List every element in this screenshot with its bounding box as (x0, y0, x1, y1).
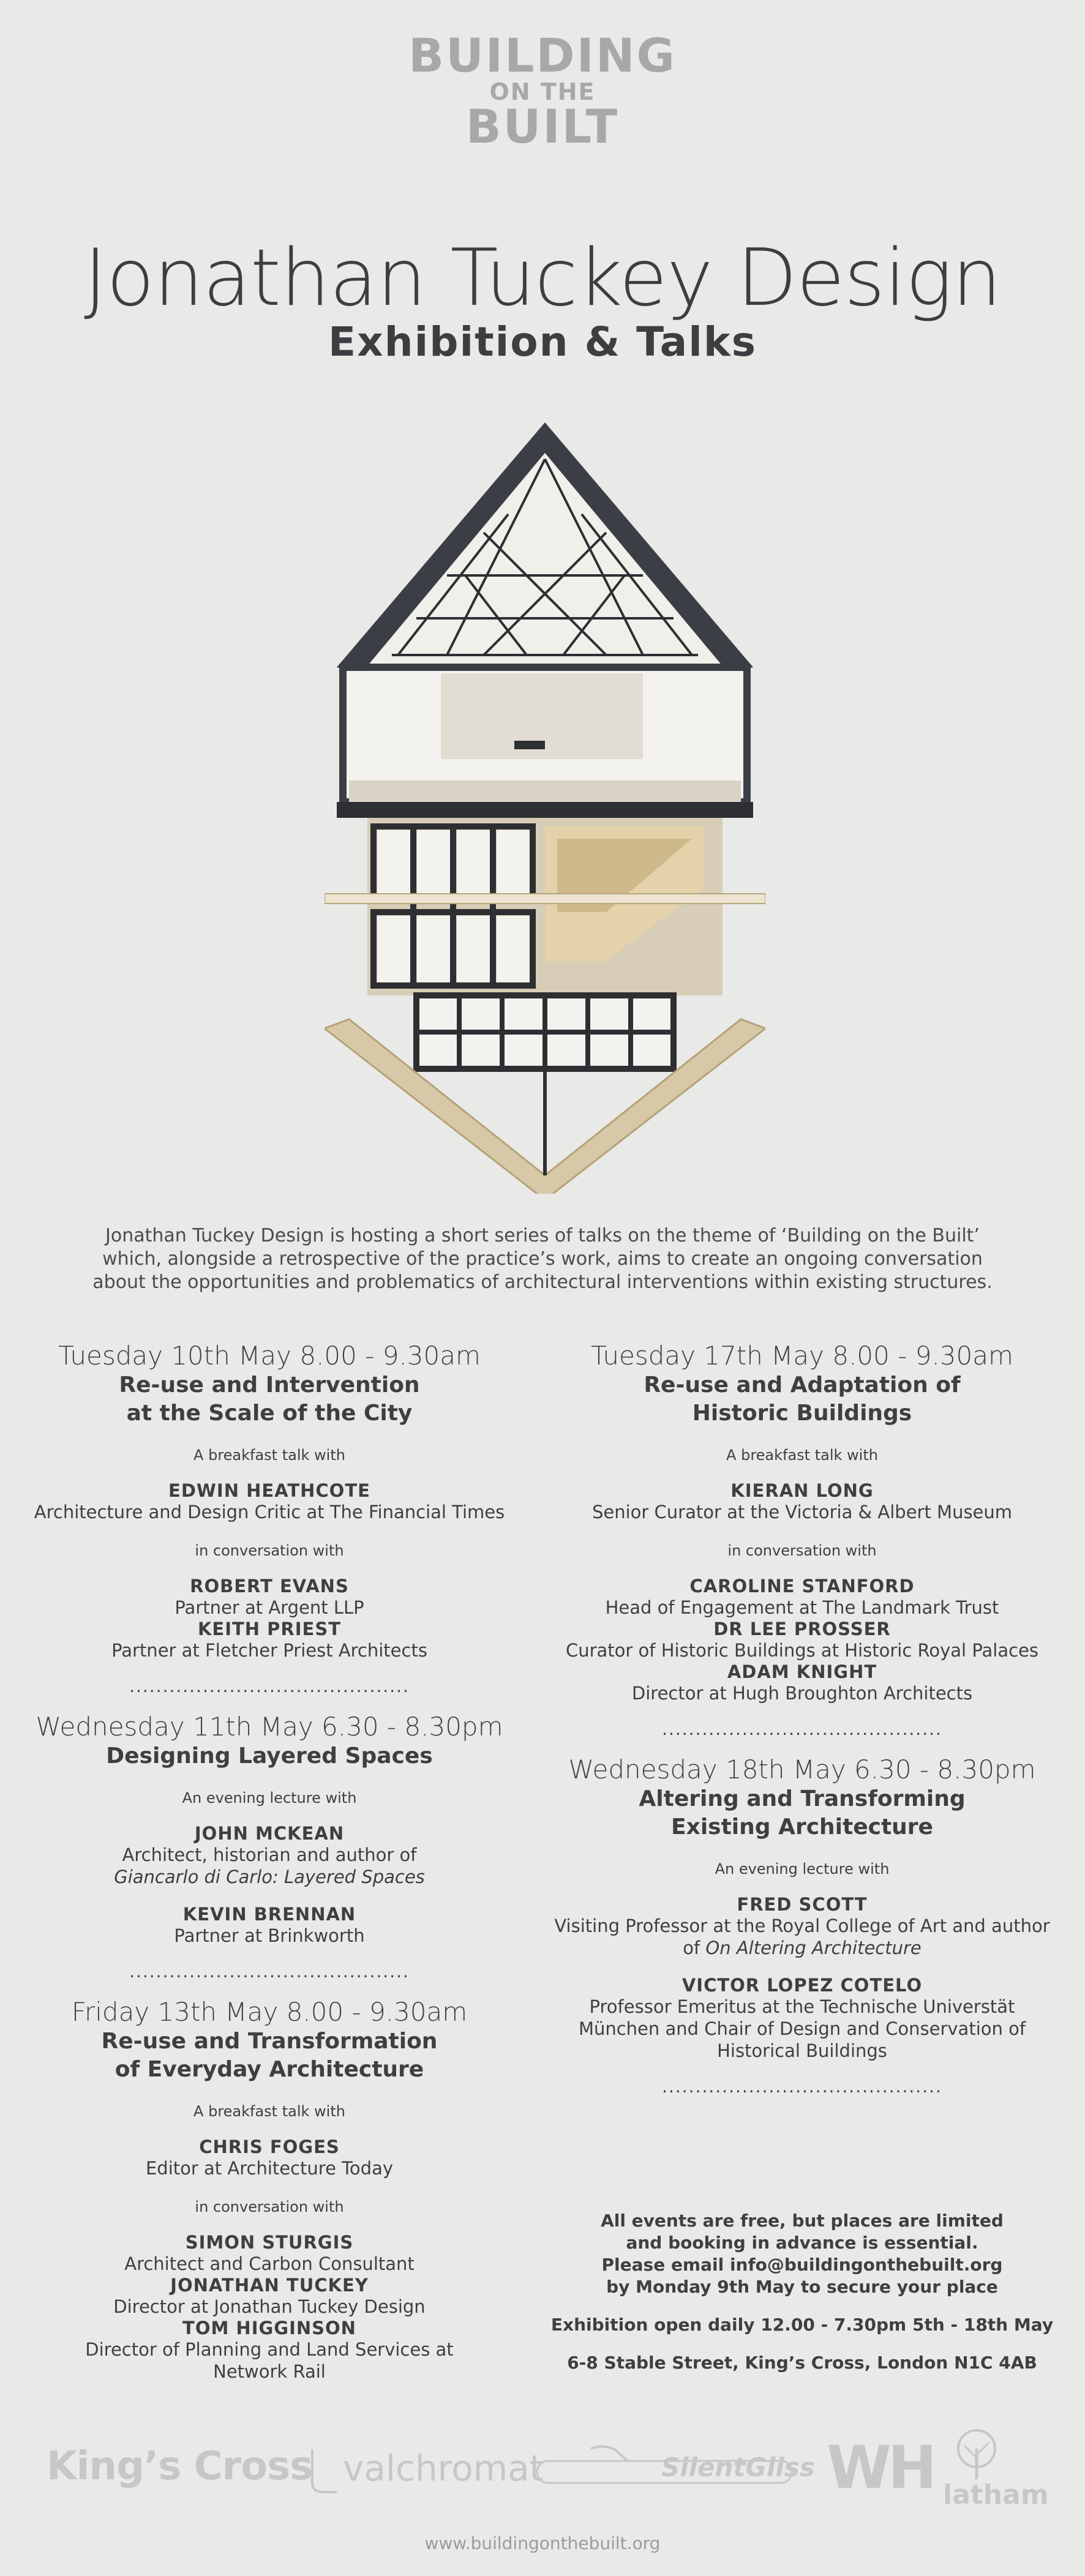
house-model-illustration (325, 422, 765, 1194)
wh-logo: WH (827, 2433, 934, 2502)
silentgliss-logo: SilentGliss (661, 2452, 815, 2482)
panelist-role: Professor Emeritus at the Technische Universtät (589, 1996, 1015, 2017)
info-line: and booking in advance is essential. (626, 2233, 978, 2253)
book-title: Giancarlo di Carlo: Layered Spaces (114, 1866, 425, 1887)
panelist-name: DR LEE PROSSER (713, 1619, 891, 1639)
speaker-name: JOHN MCKEAN (194, 1823, 345, 1844)
event-title: Altering and Transforming (639, 1786, 966, 1811)
speaker-name: FRED SCOTT (737, 1894, 868, 1915)
event-date: Wednesday 18th May 6.30 - 8.30pm (568, 1754, 1036, 1784)
latham-logo: latham (943, 2479, 1049, 2510)
kings-cross-logo: King’s Cross (47, 2444, 313, 2489)
event-tue-17-may (539, 1341, 1065, 1704)
dotted-divider: .......................................... (662, 1719, 942, 1739)
conversation-label: in conversation with (195, 1542, 344, 1559)
info-line: by Monday 9th May to secure your place (606, 2277, 998, 2297)
page-title: Jonathan Tuckey Design (84, 233, 1001, 324)
panelist-role: Director of Planning and Land Services at (85, 2339, 454, 2360)
event-wed-18-may (539, 1754, 1065, 2062)
panelist-role: Director at Jonathan Tuckey Design (113, 2296, 426, 2317)
event-date: Friday 13th May 8.00 - 9.30am (71, 1997, 468, 2027)
panelist-role: Network Rail (213, 2361, 326, 2382)
event-title: Historic Buildings (692, 1401, 912, 1426)
speaker-role: Architect, historian and author of (122, 1844, 417, 1865)
valchromat-logo: valchromat (343, 2447, 544, 2489)
panelist-role: Director at Hugh Broughton Architects (631, 1683, 973, 1704)
panelist-role: München and Chair of Design and Conservation of (578, 2018, 1026, 2039)
panelist-role: Partner at Argent LLP (175, 1597, 364, 1618)
panelist-role: Architect and Carbon Consultant (124, 2253, 415, 2274)
event-tue-10-may (24, 1341, 514, 1661)
panelist-role: Partner at Fletcher Priest Architects (111, 1640, 427, 1661)
event-title: Re-use and Adaptation of (644, 1372, 961, 1398)
event-title: Re-use and Transformation (101, 2029, 438, 2054)
speaker-role: Editor at Architecture Today (145, 2158, 394, 2179)
panelist-name: ADAM KNIGHT (727, 1661, 877, 1682)
panelist-name: CAROLINE STANFORD (689, 1576, 915, 1597)
event-title: at the Scale of the City (126, 1401, 413, 1426)
speaker-role: Visiting Professor at the Royal College of Art and author (554, 1915, 1050, 1936)
booking-info (539, 2210, 1065, 2374)
event-title: Designing Layered Spaces (106, 1743, 433, 1769)
panelist-name: JONATHAN TUCKEY (170, 2275, 369, 2296)
conversation-label: in conversation with (727, 1542, 877, 1559)
logo-line-3: BUILT (465, 99, 620, 154)
speaker-name: CHRIS FOGES (199, 2136, 340, 2157)
conversation-label: in conversation with (195, 2198, 344, 2215)
event-date: Tuesday 17th May 8.00 - 9.30am (591, 1341, 1013, 1371)
event-title: Existing Architecture (671, 1814, 933, 1840)
event-fri-13-may (24, 1997, 514, 2383)
panelist-role: Head of Engagement at The Landmark Trust (605, 1597, 999, 1618)
event-title: Re-use and Intervention (119, 1372, 420, 1398)
event-title: of Everyday Architecture (115, 2057, 424, 2082)
panelist-role: Curator of Historic Buildings at Historic Royal Palaces (565, 1640, 1038, 1661)
event-format: An evening lecture with (715, 1860, 890, 1878)
events-column-right (539, 1341, 1065, 2112)
dotted-divider: .......................................... (662, 2076, 942, 2097)
panelist-name: VICTOR LOPEZ COTELO (681, 1975, 923, 1996)
logo-line-1: BUILDING (408, 28, 677, 83)
panelist-name: SIMON STURGIS (185, 2232, 354, 2253)
event-format: A breakfast talk with (193, 2103, 345, 2120)
event-format: A breakfast talk with (726, 1447, 878, 1464)
intro-paragraph: Jonathan Tuckey Design is hosting a short series of talks on the theme of ‘Building on the Built’ which, alongside a retrospective of the practice’s work, aims to create an ongoing conversation about the opportunities and problematics of architectural interventions within existing structures. (92, 1225, 993, 1293)
event-format: A breakfast talk with (193, 1447, 345, 1464)
panelist-role: Partner at Brinkworth (174, 1925, 365, 1946)
panelist-name: ROBERT EVANS (190, 1576, 349, 1597)
event-format: An evening lecture with (182, 1789, 357, 1807)
event-date: Tuesday 10th May 8.00 - 9.30am (58, 1341, 481, 1371)
panelist-name: KEVIN BRENNAN (182, 1904, 356, 1925)
panelist-role: Historical Buildings (717, 2040, 887, 2061)
website-link[interactable]: www.buildingonthebuilt.org (424, 2533, 661, 2553)
info-line: All events are free, but places are limited (601, 2211, 1004, 2231)
book-title: On Altering Architecture (705, 1938, 922, 1958)
logo-line-2: ON THE (489, 78, 596, 105)
exhibition-hours: Exhibition open daily 12.00 - 7.30pm 5th - 18th May (550, 2315, 1054, 2335)
speaker-role-prefix: of (683, 1938, 700, 1958)
speaker-role: Architecture and Design Critic at The Financial Times (34, 1502, 505, 1522)
dotted-divider: .......................................... (129, 1961, 410, 1982)
venue-address: 6-8 Stable Street, King’s Cross, London N1C 4AB (567, 2353, 1037, 2373)
speaker-role: Senior Curator at the Victoria & Albert Museum (591, 1502, 1013, 1522)
panelist-name: TOM HIGGINSON (182, 2318, 356, 2338)
dotted-divider: .......................................... (129, 1676, 410, 1696)
page-subtitle: Exhibition & Talks (328, 318, 757, 365)
events-column-left (24, 1341, 514, 2383)
panelist-name: KEITH PRIEST (197, 1619, 342, 1639)
info-line: Please email info@buildingonthebuilt.org (601, 2255, 1003, 2275)
building-on-the-built-logo (0, 28, 1085, 154)
event-wed-11-may (24, 1712, 514, 1947)
latham-tree-icon (946, 2427, 1007, 2482)
speaker-name: KIERAN LONG (730, 1480, 874, 1501)
event-date: Wednesday 11th May 6.30 - 8.30pm (36, 1712, 503, 1742)
valchromat-mark-icon (306, 2446, 343, 2495)
speaker-name: EDWIN HEATHCOTE (168, 1480, 370, 1501)
